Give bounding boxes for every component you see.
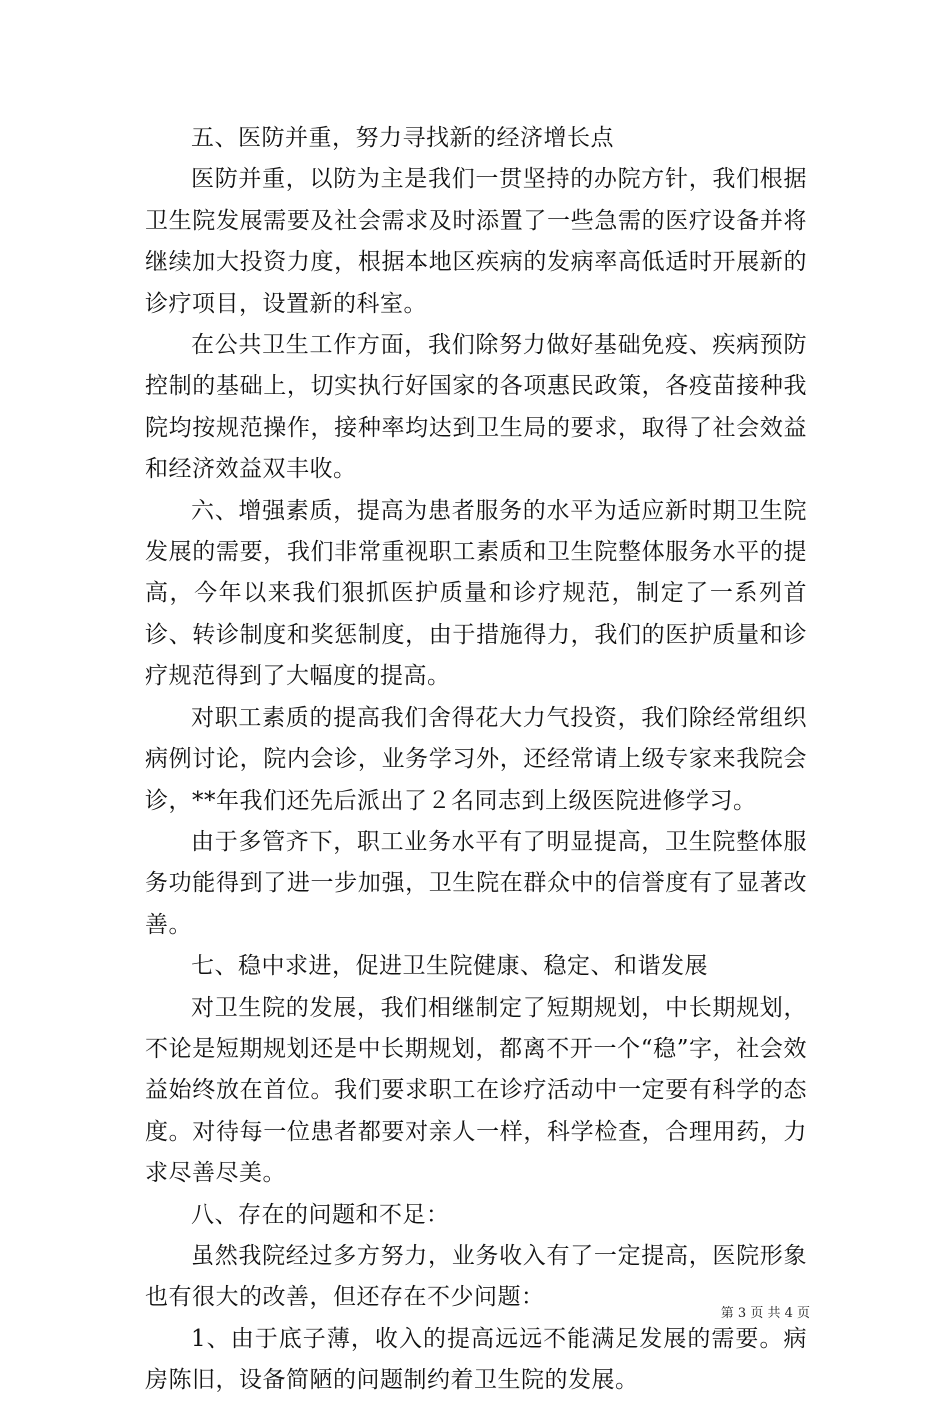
- paragraph: 六、增强素质，提高为患者服务的水平为适应新时期卫生院发展的需要，我们非常重视职工素质和卫生院整体服务水平的提高，今年以来我们狠抓医护质量和诊疗规范，制定了一系列首诊、转诊制度和奖惩制度，由于措施得力，我们的医护质量和诊疗规范得到了大幅度的提高。: [145, 497, 807, 690]
- paragraph: 1、由于底子薄，收入的提高远远不能满足发展的需要。病房陈旧，设备简陋的问题制约着卫生院的发展。: [145, 1325, 807, 1394]
- page-number: 第 3 页 共 4 页: [720, 1306, 810, 1321]
- document-body: [145, 118, 807, 1402]
- paragraph: 医防并重，以防为主是我们一贯坚持的办院方针，我们根据卫生院发展需要及社会需求及时添置了一些急需的医疗设备并将继续加大投资力度，根据本地区疾病的发病率高低适时开展新的诊疗项目，设置新的科室。: [145, 166, 807, 317]
- section-heading-8: 八、存在的问题和不足：: [191, 1201, 450, 1228]
- section-heading-7: 七、稳中求进，促进卫生院健康、稳定、和谐发展: [191, 953, 708, 980]
- section-heading-5: 五、医防并重，努力寻找新的经济增长点: [191, 125, 614, 151]
- paragraph: 对职工素质的提高我们舍得花大力气投资，我们除经常组织病例讨论，院内会诊，业务学习外，还经常请上级专家来我院会诊，**年我们还先后派出了２名同志到上级医院进修学习。: [145, 704, 807, 814]
- paragraph: 在公共卫生工作方面，我们除努力做好基础免疫、疾病预防控制的基础上，切实执行好国家的各项惠民政策，各疫苗接种我院均按规范操作，接种率均达到卫生局的要求，取得了社会效益和经济效益双丰收。: [145, 332, 807, 483]
- paragraph: 对卫生院的发展，我们相继制定了短期规划，中长期规划，不论是短期规划还是中长期规划，都离不开一个“稳”字，社会效益始终放在首位。我们要求职工在诊疗活动中一定要有科学的态度。对待每一位患者都要对亲人一样，科学检查，合理用药，力求尽善尽美。: [145, 994, 807, 1187]
- paragraph: 虽然我院经过多方努力，业务收入有了一定提高，医院形象也有很大的改善，但还存在不少问题：: [145, 1242, 807, 1311]
- paragraph: 由于多管齐下，职工业务水平有了明显提高，卫生院整体服务功能得到了进一步加强，卫生院在群众中的信誉度有了显著改善。: [145, 828, 807, 938]
